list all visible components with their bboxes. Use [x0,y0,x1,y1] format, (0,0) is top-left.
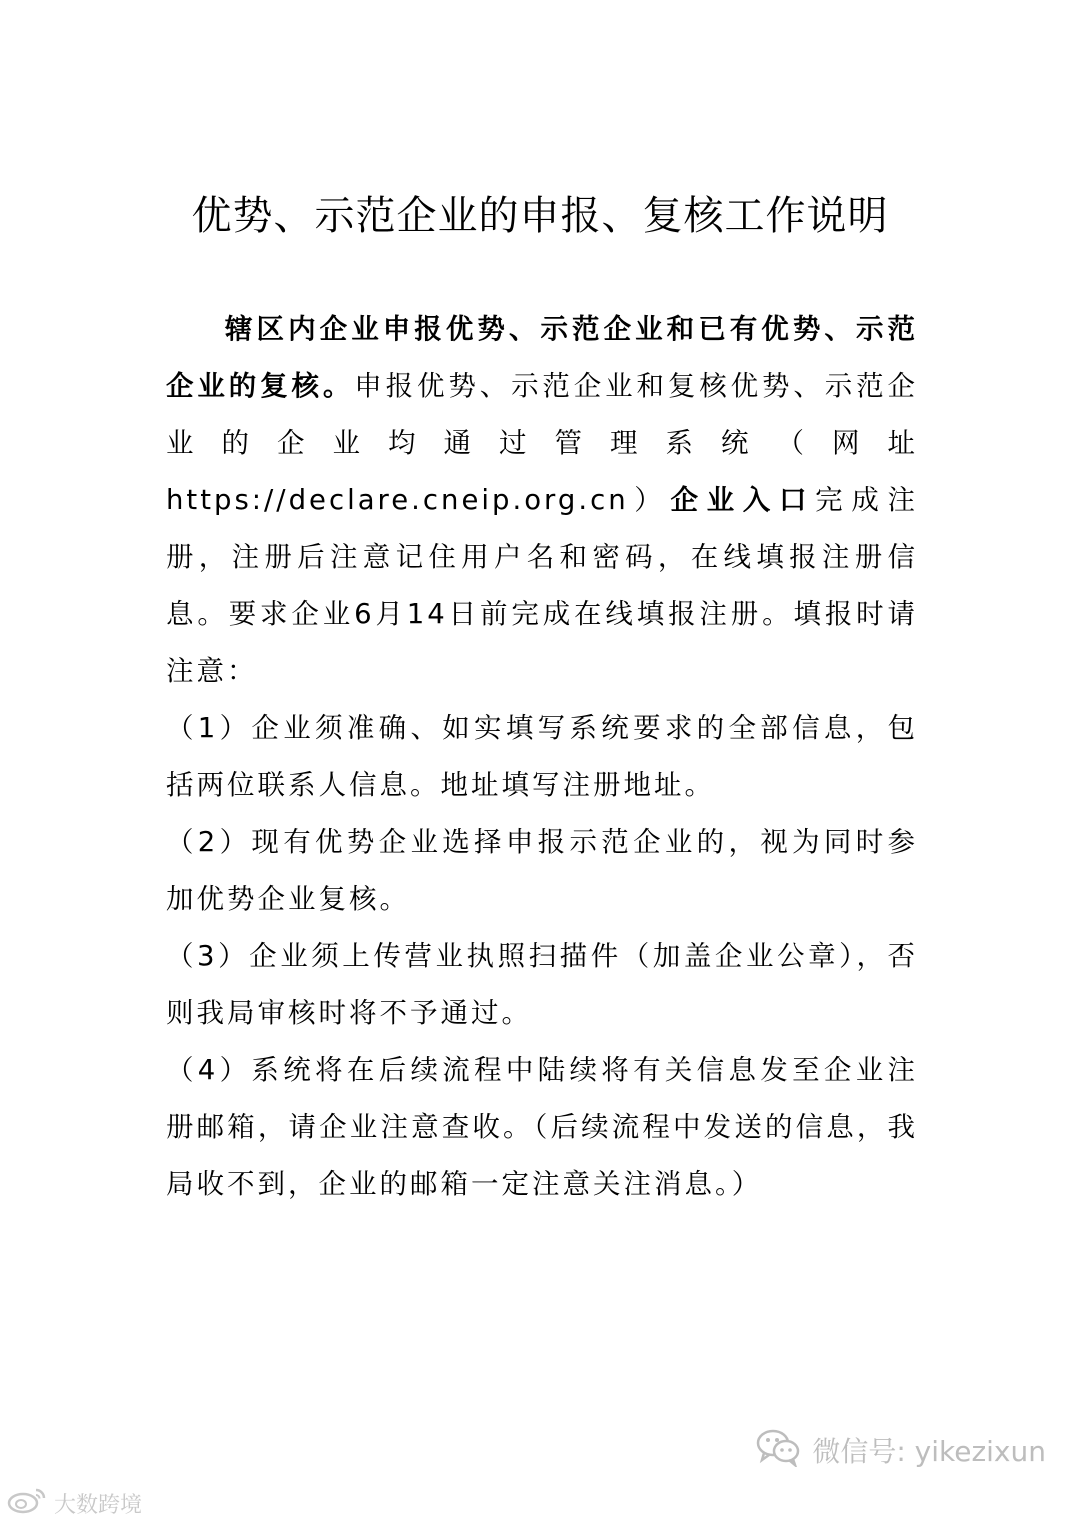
intro-month: 6 [354,598,375,630]
weibo-account-text: 大数跨境 [54,1492,143,1518]
item-label: （1） [166,712,252,744]
intro-text-4: 日前完成在线填报注册。填报时请注意： [166,598,919,687]
wechat-id-text: 微信号: yikezixun [812,1435,1046,1468]
weibo-watermark [6,1486,142,1520]
item-label: （2） [166,826,252,858]
document-title: 优势、示范企业的申报、复核工作说明 [191,193,889,239]
weibo-icon [6,1486,48,1520]
list-item-1 [166,700,918,814]
intro-text-2: 完成注册，注册后注意记住用户名和密码，在线填报注册信息。要求企业 [166,484,918,630]
item-text: 企业须准确、如实填写系统要求的全部信息，包括两位联系人信息。地址填写注册地址。 [166,712,919,801]
intro-paragraph [166,301,918,700]
item-text: 系统将在后续流程中陆续将有关信息发至企业注册邮箱，请企业注意查收。（后续流程中发送的信息，我局收不到，企业的邮箱一定注意关注消息。） [166,1054,919,1200]
intro-text-1: 申报优势、示范企业和复核优势、示范企业的企业均通过管理系统（网址 https://declare.cneip.org.cn） [166,370,918,516]
intro-day: 14 [406,598,448,630]
wechat-icon [756,1427,802,1474]
item-label: （3） [166,940,250,972]
intro-text-3: 月 [374,598,407,630]
list-item-3 [166,928,918,1042]
list-item-2 [166,814,918,928]
item-label: （4） [166,1054,252,1086]
intro-bold-entry: 企业入口 [670,484,816,516]
intro-bold-lead: 辖区内企业申报优势、示范企业和已有优势、示范企业的复核。 [166,313,918,402]
list-item-4 [166,1042,918,1213]
item-text: 企业须上传营业执照扫描件（加盖企业公章），否则我局审核时将不予通过。 [166,940,918,1029]
item-text: 现有优势企业选择申报示范企业的，视为同时参加优势企业复核。 [166,826,919,915]
wechat-watermark [756,1426,1046,1474]
document-body [166,301,918,1213]
